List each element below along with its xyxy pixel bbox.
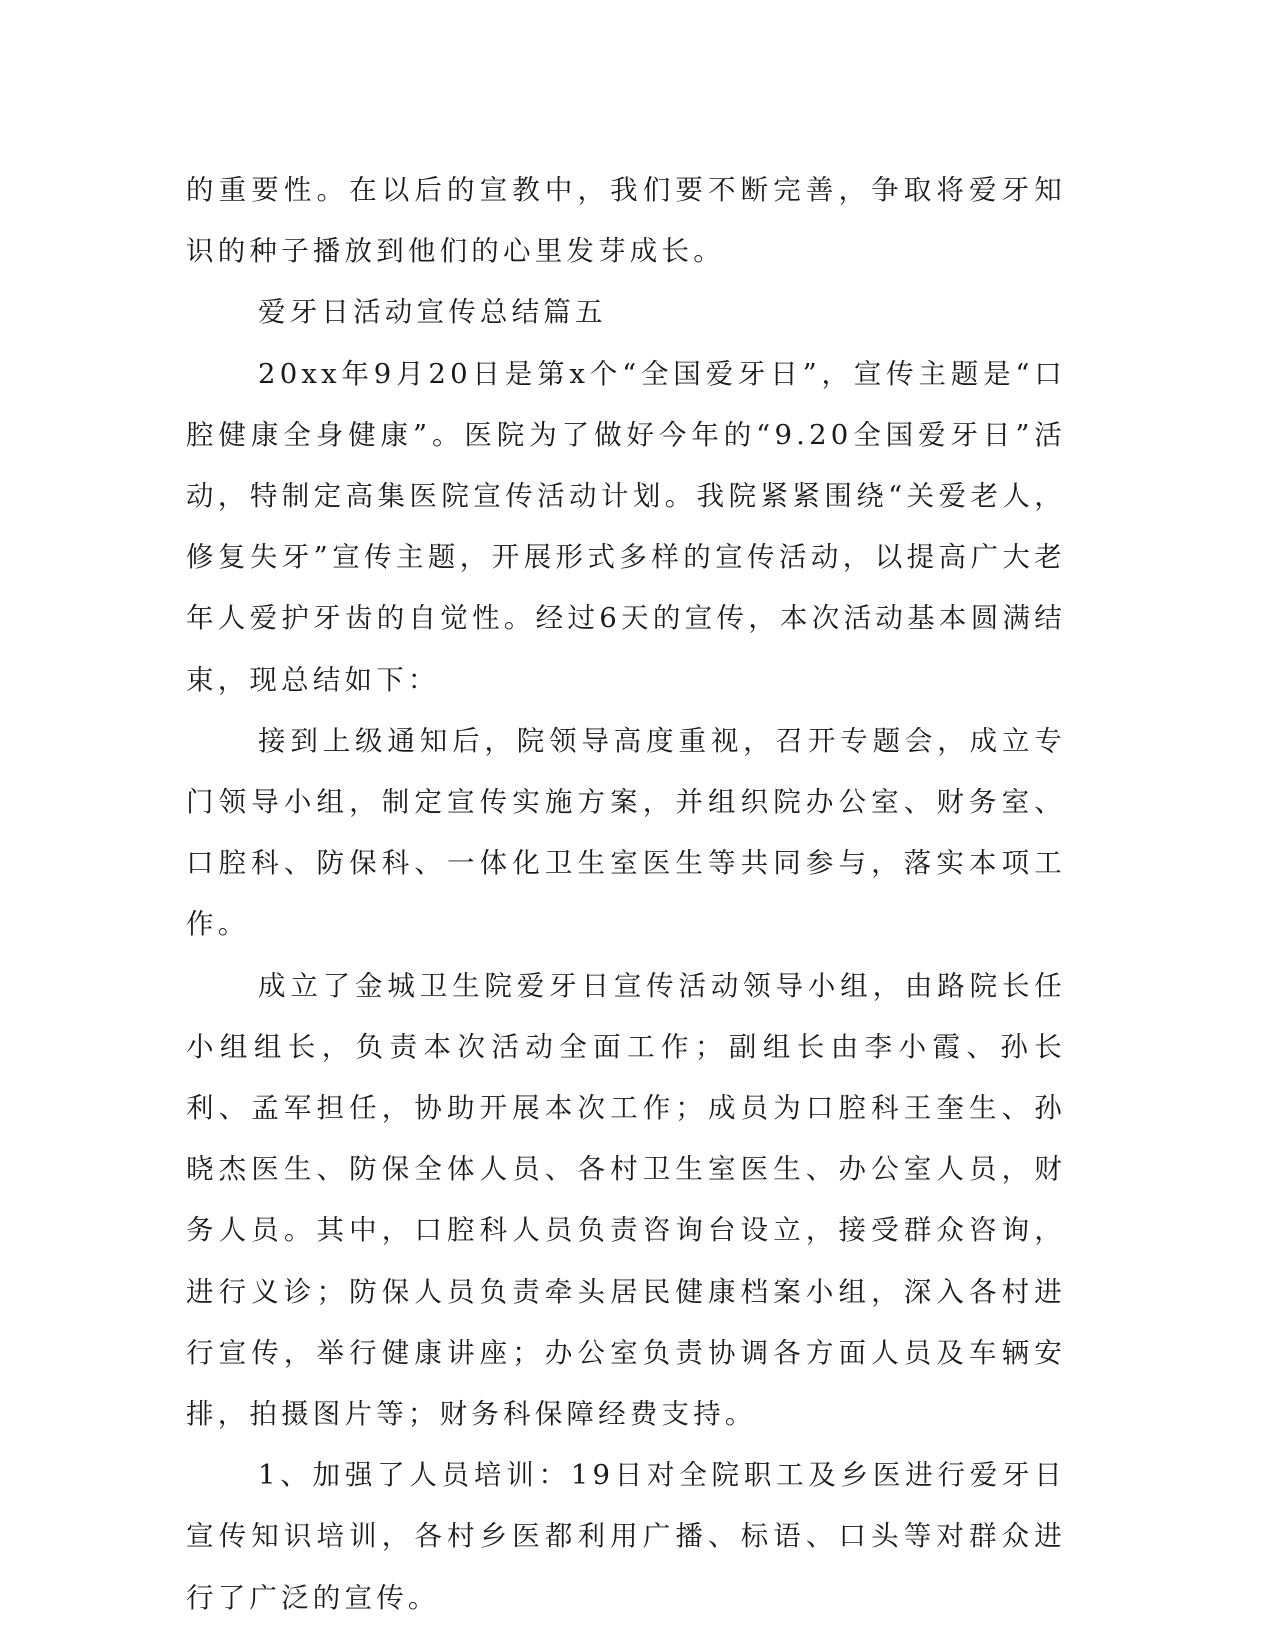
- document-body: [186, 160, 1066, 1629]
- paragraph-training: 1、加强了人员培训：19日对全院职工及乡医进行爱牙日宣传知识培训，各村乡医都利用广播、标语、口头等对群众进行了广泛的宣传。: [186, 1459, 1066, 1614]
- paragraph-organization: 接到上级通知后，院领导高度重视，召开专题会，成立专门领导小组，制定宣传实施方案，并组织院办公室、财务室、口腔科、防保科、一体化卫生室医生等共同参与，落实本项工作。: [186, 724, 1066, 941]
- paragraph-continuation: 的重要性。在以后的宣教中，我们要不断完善，争取将爱牙知识的种子播放到他们的心里发芽成长。: [186, 174, 1066, 268]
- paragraph-leadership-group: 成立了金城卫生院爱牙日宣传活动领导小组，由路院长任小组组长，负责本次活动全面工作；副组长由李小霞、孙长利、孟军担任，协助开展本次工作；成员为口腔科王奎生、孙晓杰医生、防保全体人员、各村卫生室医生、办公室人员，财务人员。其中，口腔科人员负责咨询台设立，接受群众咨询，进行义诊；防保人员负责牵头居民健康档案小组，深入各村进行宣传，举行健康讲座；办公室负责协调各方面人员及车辆安排，拍摄图片等；财务科保障经费支持。: [186, 969, 1066, 1431]
- paragraph-intro: 20xx年9月20日是第x个“全国爱牙日”，宣传主题是“口腔健康全身健康”。医院为了做好今年的“9.20全国爱牙日”活动，特制定高集医院宣传活动计划。我院紧紧围绕“关爱老人，修复失牙”宣传主题，开展形式多样的宣传活动，以提高广大老年人爱护牙齿的自觉性。经过6天的宣传，本次活动基本圆满结束，现总结如下：: [186, 357, 1066, 696]
- section-heading: 爱牙日活动宣传总结篇五: [258, 296, 607, 329]
